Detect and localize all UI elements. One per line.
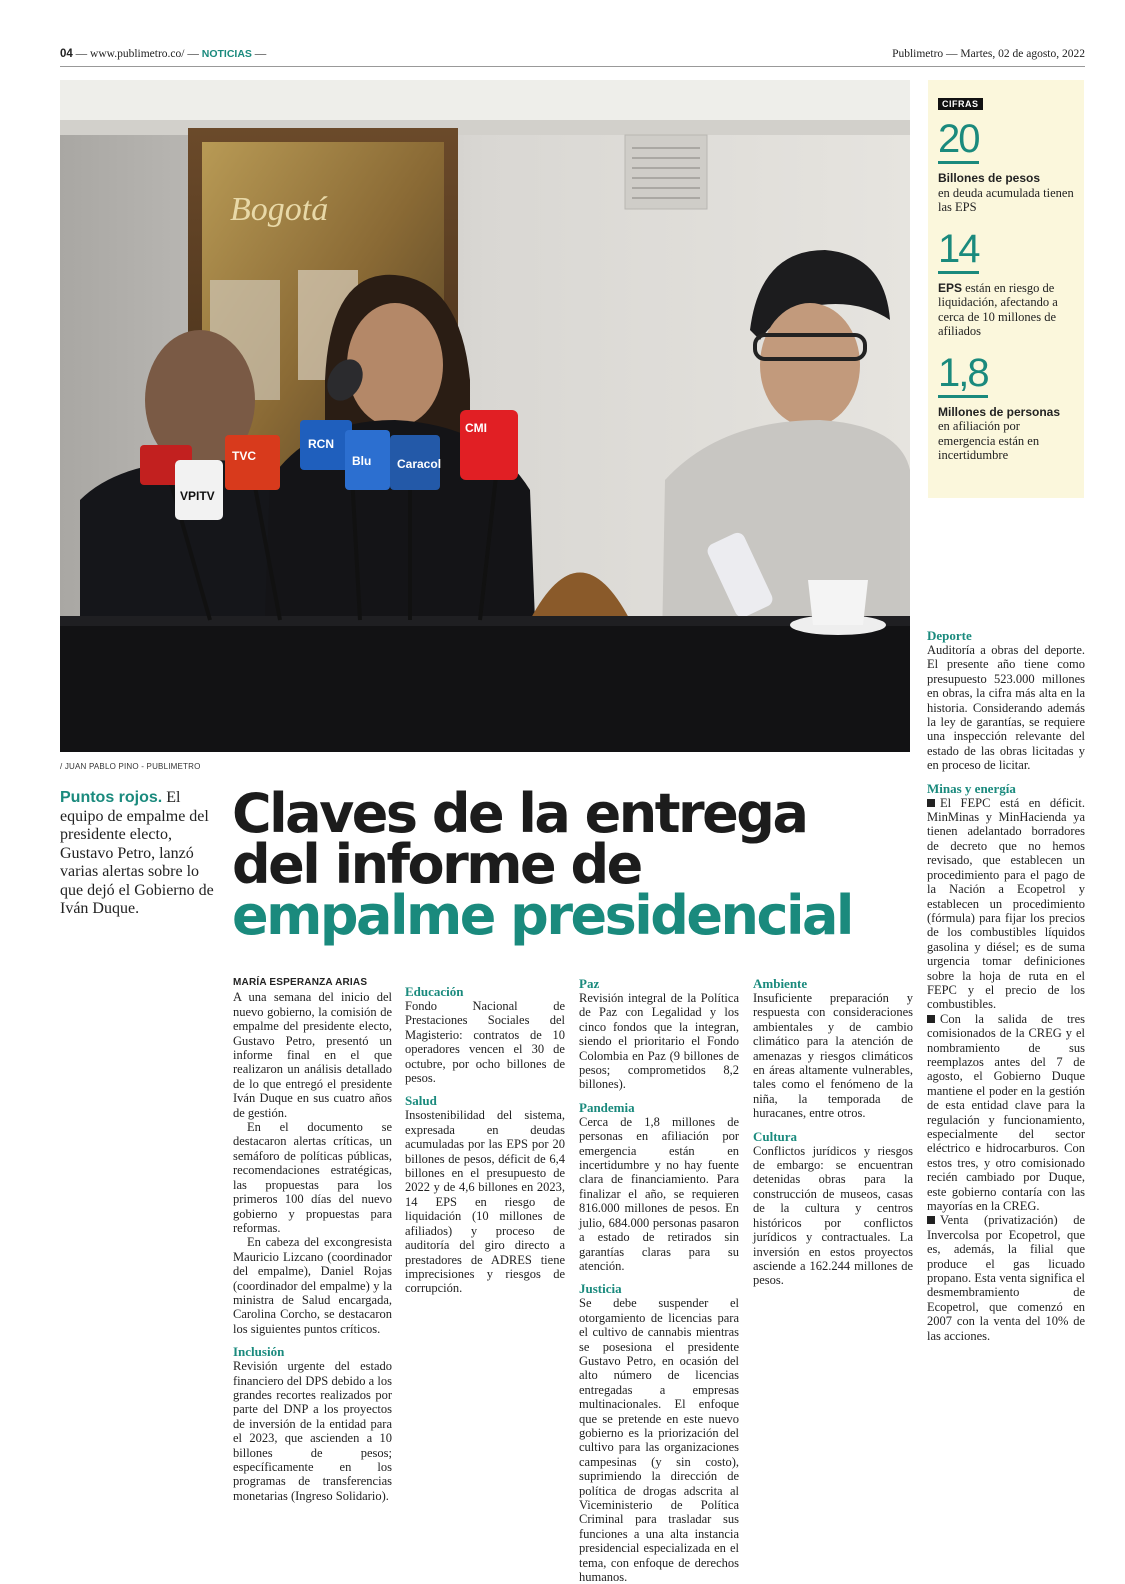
paragraph: Revisión integral de la Política de Paz con Legalidad y los cinco fondos que la integran, siendo el prioritario el Fondo Colombia en Paz (9 billones de pesos; comprometidos 8,2 billones).	[579, 991, 739, 1092]
subhead-educacion: Educación	[405, 984, 464, 999]
stat-3	[938, 349, 1074, 463]
press-conference-photo	[60, 80, 910, 752]
cifras-box	[928, 80, 1084, 498]
header-rule	[60, 66, 1085, 67]
article-column-4	[753, 976, 913, 1288]
bullet-paragraph: Venta (privatización) de Invercolsa por Ecopetrol, que es, además, la filial que produce el gas licuado propano. Esta venta significa el desmembramiento de Ecopetrol, que comenzó en 2007 con la venta del 10% de las acciones.	[927, 1213, 1085, 1343]
lead-kicker: Puntos rojos.	[60, 789, 163, 806]
article-column-5	[927, 628, 1085, 1343]
headline-line-3: empalme presidencial	[232, 884, 852, 947]
bullet-paragraph: El FEPC está en déficit. MinMinas y MinHacienda ya tienen adelantado borradores de decreto que no hemos revisado, que establecen un procedimiento para el pago de la Nación a Ecopetrol y establecen un procedimiento (fórmula) para fijar los precios de los combustibles líquidos gasolina y diésel; es de suma urgencia tomar definiciones sobre la hoja de ruta en el FEPC y el precio de los combustibles.	[927, 795, 1085, 1012]
paragraph: Insostenibilidad del sistema, expresada en deudas acumuladas por las EPS por 20 billones de pesos, déficit de 6,4 billones en el presupuesto de 2022 y de 4,6 billones en 2023, 14 EPS en riesgo de liquidación (10 millones de afiliados) y proceso de auditoría del giro directo a prestadores de ADRES tiene imprecisiones y riesgos de corrupción.	[405, 1108, 565, 1296]
subhead-pandemia: Pandemia	[579, 1099, 635, 1115]
subhead-deporte: Deporte	[927, 628, 972, 643]
mic-logo-rcn: RCN	[308, 437, 334, 451]
stat-label: Millones de personas en afiliación por emergencia están en incertidumbre	[938, 404, 1061, 462]
photo-credit: / JUAN PABLO PINO - PUBLIMETRO	[60, 762, 201, 771]
section-name: NOTICIAS	[201, 48, 252, 60]
mic-logo-caracol: Caracol	[397, 457, 442, 471]
mic-logo-vpi: VPITV	[180, 489, 215, 503]
stat-number: 1,8	[938, 351, 988, 398]
paragraph: Auditoría a obras del deporte. El presente año tiene como presupuesto 523.000 millones en obras, la cifra más alta en la historia. Considerando además la ley de garantías, se requiere una inspección relevante del estado de las obras licitadas y en proceso de licitar.	[927, 643, 1085, 773]
subhead-ambiente: Ambiente	[753, 976, 808, 991]
paragraph: Fondo Nacional de Prestaciones Sociales del Magisterio: contratos de 10 operadores vencen el 30 de octubre, por ocho billones de pesos.	[405, 999, 565, 1086]
photo-illustration	[60, 80, 910, 752]
subhead-cultura: Cultura	[753, 1128, 798, 1144]
paragraph: En cabeza del excongresista Mauricio Lizcano (coordinador del empalme), Daniel Rojas (coordinador del empalme) y la ministra de Salud encargada, Carolina Corcho, se destacaron los siguientes puntos críticos.	[233, 1235, 392, 1336]
headline	[232, 782, 912, 947]
paragraph: A una semana del inicio del nuevo gobierno, la comisión de empalme del presidente electo, Gustavo Petro, presentó un informe final en el que realizaron un análisis detallado de lo que entregó el presidente Iván Duque en sus cuatro años de gestión.	[233, 990, 392, 1120]
subhead-justicia: Justicia	[579, 1281, 622, 1297]
stat-label: Billones de pesos en deuda acumulada tienen las EPS	[938, 171, 1074, 214]
stat-2	[938, 225, 1074, 339]
mic-logo-tvc: TVC	[232, 449, 256, 463]
mic-logo-blu: Blu	[352, 454, 372, 468]
header-left	[60, 48, 266, 60]
subhead-minas: Minas y energía	[927, 780, 1016, 796]
stat-number: 14	[938, 227, 979, 274]
page-header	[60, 46, 1085, 66]
subhead-salud: Salud	[405, 1093, 437, 1109]
paragraph: Revisión urgente del estado financiero del DPS debido a los grandes recortes realizados por parte del DNP a los proyectos de inversión de la entidad para el 2023, que ascienden a 10 billones de pesos; específicamente en los programas de transferencias monetarias (Ingreso Solidario).	[233, 1359, 392, 1503]
headline-line-2: del informe de	[232, 833, 641, 896]
site-url[interactable]: — www.publimetro.co/ —	[75, 48, 199, 60]
headline-line-1: Claves de la entrega	[232, 782, 807, 845]
stat-label: EPS están en riesgo de liquidación, afectando a cerca de 10 millones de afiliados	[938, 280, 1058, 338]
subhead-inclusion: Inclusión	[233, 1344, 285, 1360]
article-column-2	[405, 976, 565, 1296]
paragraph: En el documento se destacaron alertas críticas, un semáforo de políticas públicas, recomendaciones estratégicas, las propuestas para los primeros 100 días del nuevo gobierno y propuestas para reformas.	[233, 1120, 392, 1235]
photo-sign-text: Bogotá	[230, 191, 329, 228]
stat-number: 20	[938, 117, 979, 164]
page-number: 04	[60, 48, 73, 60]
publication-date: Publimetro — Martes, 02 de agosto, 2022	[892, 48, 1085, 60]
byline: MARÍA ESPERANZA ARIAS	[233, 977, 368, 988]
stat-1	[938, 115, 1074, 215]
paragraph: Insuficiente preparación y respuesta con consideraciones ambientales y de cambio climático para la atención de amenazas y riesgos climáticos en áreas altamente vulnerables, tales como el fenómeno de la niña, la temporada de huracanes, entre otros.	[753, 991, 913, 1121]
paragraph: Conflictos jurídicos y riesgos de embargo: se encuentran detenidas obras para la construcción de museos, casas de la cultura y centros históricos por conflictos jurídicos y contractuales. La inversión en estos proyectos asciende a 162.244 millones de pesos.	[753, 1143, 913, 1288]
cifras-tag: CIFRAS	[938, 98, 983, 110]
subhead-paz: Paz	[579, 976, 600, 991]
paragraph: Cerca de 1,8 millones de personas en afiliación por emergencia están en incertidumbre y no hay fuente clara de financiamiento. Para finalizar el año, se requieren 816.000 millones de pesos. En julio, 684.000 personas pasaron a estado de retirados sin garantías claras para su atención.	[579, 1114, 739, 1273]
bullet-square-icon	[927, 1216, 935, 1224]
section-suffix: —	[254, 48, 267, 60]
bullet-square-icon	[927, 1015, 935, 1023]
lead-summary	[60, 789, 218, 919]
article-column-1	[233, 976, 392, 1503]
mic-logo-cmi: CMI	[465, 421, 487, 435]
article-column-3	[579, 976, 739, 1584]
bullet-paragraph: Con la salida de tres comisionados de la CREG y el nombramiento de sus reemplazos antes del 7 de agosto, el Gobierno Duque mantiene el poder en la gestión de esta entidad clave para la regulación y funcionamiento, especialmente del sector eléctrico e hidrocarburos. Con estos tres, y otro comisionado recién cambiado por Duque, este gobierno contaría con las mayorías en la CREG.	[927, 1011, 1085, 1214]
bullet-square-icon	[927, 799, 935, 807]
lead-text: El equipo de empalme del presidente electo, Gustavo Petro, lanzó varias alertas sobre lo que dejó el Gobierno de Iván Duque.	[60, 789, 214, 917]
paragraph: Se debe suspender el otorgamiento de licencias para el cultivo de cannabis mientras se posesiona el presidente Gustavo Petro, en ocasión del alto número de licencias entregadas a empresas multinacionales. El enfoque que se pretende en este nuevo gobierno es la priorización del cultivo para las organizaciones campesinas (y sin costo), suprimiendo la dirección de política de drogas adscrita al Viceministerio de Política Criminal para trasladar sus funciones a una alta instancia presidencial especializada en el tema, con enfoque de derechos humanos.	[579, 1296, 739, 1584]
